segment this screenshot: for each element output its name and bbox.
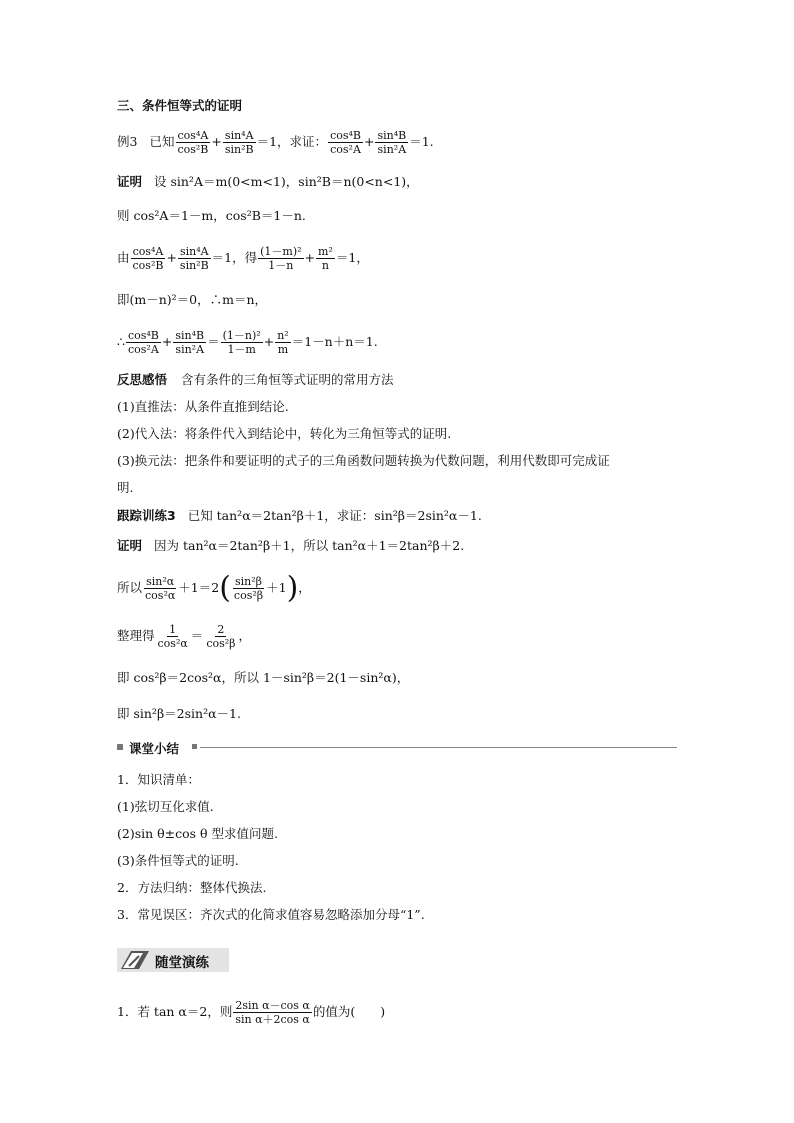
denominator: cos²β — [206, 637, 236, 650]
text: 由 — [117, 250, 130, 265]
proof-line-2: 则 cos²A＝1－m，cos²B＝1－n. — [117, 208, 306, 223]
denominator: cos²B — [132, 259, 164, 272]
plus-sign: + — [166, 250, 177, 265]
text: ， — [298, 580, 311, 595]
square-bullet-icon — [117, 744, 123, 750]
summary-heading: 课堂小结 — [129, 741, 180, 756]
summary-item-4: (3)条件恒等式的证明. — [117, 853, 239, 868]
proof-line-5 — [117, 326, 378, 358]
fraction — [328, 129, 363, 156]
text: 整理得 — [117, 628, 155, 643]
fraction — [156, 623, 190, 650]
denominator: sin²A — [377, 143, 407, 156]
proof2-line-1 — [117, 538, 464, 554]
denominator: sin²B — [224, 143, 254, 156]
proof-label: 证明 — [117, 538, 143, 553]
therefore-sign: ∴ — [117, 334, 125, 349]
text: ＝ — [207, 334, 220, 349]
fraction — [143, 575, 177, 602]
denominator: 1－m — [227, 343, 256, 356]
numerator: sin⁴A — [179, 245, 209, 258]
summary-item-3: (2)sin θ±cos θ 型求值问题. — [117, 826, 279, 841]
equation-text: ＝1. — [409, 134, 434, 149]
fraction — [204, 623, 237, 650]
numerator: sin²β — [235, 575, 263, 588]
question-text: 的值为( ) — [312, 1004, 386, 1019]
reflection-label: 反思感悟 — [117, 372, 168, 387]
numerator: m² — [318, 245, 333, 258]
numerator: 2sin α－cos α — [235, 999, 310, 1012]
summary-item-1: 1．知识清单： — [117, 772, 200, 787]
numerator: cos⁴A — [177, 129, 209, 142]
proof2-line-2 — [117, 572, 311, 604]
denominator: sin α＋2cos α — [235, 1013, 310, 1026]
proof-text: 因为 tan²α＝2tan²β＋1，所以 tan²α＋1＝2tan²β＋2. — [154, 538, 465, 553]
training-text: 已知 tan²α＝2tan²β＋1，求证：sin²β＝2sin²α－1. — [187, 508, 482, 523]
fraction — [178, 245, 211, 272]
denominator: 1－n — [268, 259, 294, 272]
fraction — [275, 329, 291, 356]
question-text: 1．若 tan α＝2，则 — [117, 1004, 233, 1019]
plus-sign: + — [363, 134, 375, 149]
text: ＋1＝2 — [178, 580, 220, 595]
divider — [200, 747, 677, 748]
training-label: 跟踪训练3 — [117, 508, 176, 523]
numerator: cos⁴A — [132, 245, 164, 258]
plus-sign: + — [304, 250, 316, 265]
proof-line-1 — [117, 174, 419, 190]
proof2-line-5: 即 sin²β＝2sin²α－1. — [117, 706, 241, 721]
fraction — [233, 999, 312, 1026]
fraction — [258, 245, 303, 272]
reflection-item-3-cont: 明. — [117, 480, 134, 495]
numerator: (1－n)² — [222, 329, 261, 342]
reflection-item-3: (3)换元法：把条件和要证明的式子的三角函数问题转换为代数问题，利用代数即可完成证 — [117, 453, 610, 468]
proof-label: 证明 — [117, 174, 143, 189]
fraction — [175, 129, 210, 156]
section-title: 三、条件恒等式的证明 — [117, 98, 243, 113]
denominator: n — [321, 259, 329, 272]
text: ＝1－n＋n＝1. — [291, 334, 378, 349]
reflection-text: 含有条件的三角恒等式证明的常用方法 — [181, 372, 394, 387]
equation-text: ＝1，求证： — [256, 134, 328, 149]
summary-item-6: 3．常见误区：齐次式的化简求值容易忽略添加分母“1”. — [117, 907, 425, 922]
plus-sign: + — [161, 334, 173, 349]
fraction — [232, 575, 265, 602]
fraction — [131, 245, 166, 272]
text: ， — [238, 628, 252, 643]
practice-header — [117, 948, 229, 972]
numerator: sin²α — [146, 575, 175, 588]
denominator: cos²β — [233, 589, 264, 602]
denominator: cos²α — [145, 589, 176, 602]
denominator: m — [277, 343, 289, 356]
denominator: sin²A — [175, 343, 205, 356]
numerator: (1－m)² — [260, 245, 302, 258]
example-label: 例3 — [117, 134, 138, 149]
reflection-item-2: (2)代入法：将条件代入到结论中，转化为三角恒等式的证明. — [117, 426, 452, 441]
denominator: cos²A — [128, 343, 159, 356]
summary-item-2: (1)弦切互化求值. — [117, 799, 214, 814]
fraction — [223, 129, 256, 156]
numerator: cos⁴B — [330, 129, 361, 142]
numerator: sin⁴B — [175, 329, 205, 342]
proof2-line-3 — [117, 620, 251, 652]
denominator: sin²B — [179, 259, 209, 272]
proof-line-4: 即(m－n)²＝0，∴m＝n， — [117, 292, 268, 307]
left-paren: ( — [219, 570, 231, 606]
plus-sign: + — [263, 334, 275, 349]
text: ＝1， — [335, 250, 369, 265]
fraction — [221, 329, 263, 356]
fraction — [316, 245, 335, 272]
training-3 — [117, 508, 482, 524]
fraction — [375, 129, 408, 156]
practice-heading: 随堂演练 — [155, 955, 209, 971]
numerator: n² — [277, 329, 289, 342]
pencil-icon — [119, 949, 151, 971]
text: 所以 — [117, 580, 143, 595]
plus-sign: + — [211, 134, 222, 149]
fraction — [173, 329, 206, 356]
reflection-heading — [117, 372, 394, 388]
proof2-line-4: 即 cos²β＝2cos²α，所以 1－sin²β＝2(1－sin²α)， — [117, 670, 410, 685]
text: ＝1，得 — [211, 250, 258, 265]
denominator: cos²α — [157, 637, 188, 650]
numerator: sin⁴A — [224, 129, 254, 142]
numerator: 2 — [217, 623, 225, 636]
numerator: cos⁴B — [127, 329, 159, 342]
denominator: cos²A — [330, 143, 361, 156]
summary-header — [117, 739, 677, 755]
square-bullet-icon — [192, 744, 197, 749]
practice-question-1 — [117, 996, 385, 1028]
right-paren: ) — [286, 570, 299, 606]
text: ＝ — [190, 628, 204, 643]
example-3 — [117, 128, 434, 156]
proof-line-3 — [117, 242, 369, 274]
denominator: cos²B — [177, 143, 209, 156]
known-text: 已知 — [149, 134, 175, 149]
numerator: sin⁴B — [377, 129, 407, 142]
text: ＋1 — [266, 580, 287, 595]
summary-item-5: 2．方法归纳：整体代换法. — [117, 880, 267, 895]
reflection-item-1: (1)直推法：从条件直推到结论. — [117, 399, 289, 414]
proof-text: 设 sin²A＝m(0<m<1)，sin²B＝n(0<n<1)， — [154, 174, 419, 189]
fraction — [126, 329, 161, 356]
numerator: 1 — [169, 623, 177, 636]
